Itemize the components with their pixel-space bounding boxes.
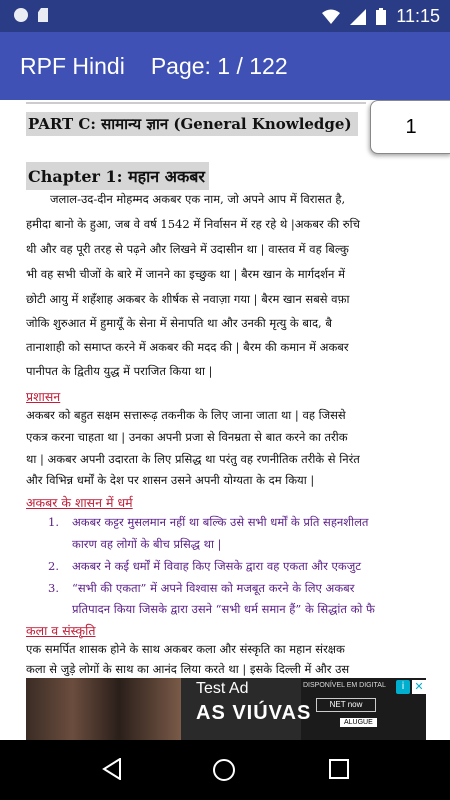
chapter-heading: Chapter 1: महान अकबर: [26, 162, 209, 190]
list-item: 2. अकबर ने कई धर्मों में विवाह किए जिसके द्वारा वह एकता और एकजुट: [48, 559, 362, 573]
ad-title: AS VIÚVAS: [196, 702, 312, 724]
section-heading-religion: अकबर के शासन में धर्म: [26, 495, 133, 510]
page-jump-button[interactable]: [370, 100, 450, 154]
list-item: 3. “सभी की एकता” में अपने विश्वास को मजबूत करने के लिए अकबर: [48, 581, 355, 595]
page-jump-value: 1: [405, 115, 417, 138]
paragraph-line: और विभिन्न धर्मों के देश पर शासन उसने अपनी योग्यता के दम किया |: [26, 473, 315, 487]
home-icon[interactable]: [212, 758, 236, 782]
paragraph-line: अकबर को बहुत सक्षम सत्तारूढ़ तकनीक के लिए जाना जाता था | वह जिससे: [26, 408, 346, 422]
page-indicator: Page: 1 / 122: [150, 52, 288, 79]
paragraph-line: भी वह सभी चीजों के बारे में जानने का इच्छुक था | बैरम खान के मार्गदर्शन में: [26, 267, 345, 281]
ad-banner[interactable]: [26, 678, 426, 740]
signal-icon: [350, 9, 366, 25]
ad-cta-button[interactable]: ALUGUE: [340, 718, 377, 727]
section-heading-art-culture: कला व संस्कृति: [26, 623, 96, 638]
recents-icon[interactable]: [328, 758, 350, 780]
paragraph-line: जलाल-उद-दीन मोहम्मद अकबर एक नाम, जो अपने आप में विरासत है,: [50, 192, 346, 206]
ad-info: DISPONÍVEL EM DIGITAL: [303, 682, 386, 689]
list-item: 1. अकबर कट्टर मुसलमान नहीं था बल्कि उसे सभी धर्मों के प्रति सहनशीलत: [48, 515, 369, 529]
paragraph-line: तानाशाही को समाप्त करने में अकबर की मदद की | बैरम की कमान में अकबर: [26, 340, 349, 354]
app-title: RPF Hindi: [20, 52, 125, 79]
wifi-icon: [322, 9, 340, 25]
document-viewer[interactable]: [0, 100, 450, 678]
paragraph-line: कला से जुड़े लोगों के साथ का आनंद लिया करते था | इसके दिल्ली में और उस: [26, 662, 350, 676]
status-bar: [0, 0, 450, 32]
ad-logo: NET now: [316, 698, 376, 712]
paragraph-line: एकत्र करना चाहता था | उनका अपनी प्रजा से विनम्रता से बात करने का तरीक: [26, 430, 348, 444]
notification-icon: [14, 8, 28, 22]
paragraph-line: जोकि शुरुआत में हुमायूँ के सेना में सेनापति था और उनकी मृत्यु के बाद, बै: [26, 316, 332, 330]
ad-close-icon[interactable]: ✕: [412, 680, 426, 694]
paragraph-line: पानीपत के द्वितीय युद्ध में पराजित किया था |: [26, 364, 213, 378]
battery-icon: [376, 8, 386, 25]
back-icon[interactable]: [102, 758, 122, 780]
paragraph-line: छोटी आयु में शहँशाह अकबर के शीर्षक से नवाज़ा गया | बैरम खान सबसे वफ़ा: [26, 292, 350, 306]
navigation-bar: [0, 740, 450, 800]
app-bar: [0, 32, 450, 100]
section-heading-administration: प्रशासन: [26, 389, 61, 404]
adchoices-icon[interactable]: i: [396, 680, 410, 694]
paragraph-line: थी और वह पूरी तरह से पढ़ने और लिखने में उदासीन था | वास्तव में वह बिल्कु: [26, 242, 349, 256]
list-item-continuation: कारण वह लोगों के बीच प्रसिद्ध था |: [72, 537, 222, 551]
paragraph-line: हमीदा बानो के हुआ, जब वे वर्ष 1542 में निर्वासन में रह रहे थे |अकबर की रुचि: [26, 217, 360, 231]
clock: 11:15: [396, 6, 440, 26]
ad-image: [26, 678, 181, 740]
part-heading: PART C: सामान्य ज्ञान (General Knowledge): [26, 112, 358, 136]
page-top-border: [26, 102, 366, 104]
ad-label: Test Ad: [196, 680, 249, 697]
paragraph-line: था | अकबर अपनी उदारता के लिए प्रसिद्ध था परंतु वह रणनीतिक तरीके से निरंत: [26, 452, 360, 466]
sd-card-icon: [38, 8, 48, 22]
paragraph-line: एक समर्पित शासक होने के साथ अकबर कला और संस्कृति का महान संरक्षक: [26, 642, 345, 656]
list-item-continuation: प्रतिपादन किया जिसके द्वारा उसने “सभी धर्म समान हैं” के सिद्धांत को फै: [72, 602, 375, 616]
